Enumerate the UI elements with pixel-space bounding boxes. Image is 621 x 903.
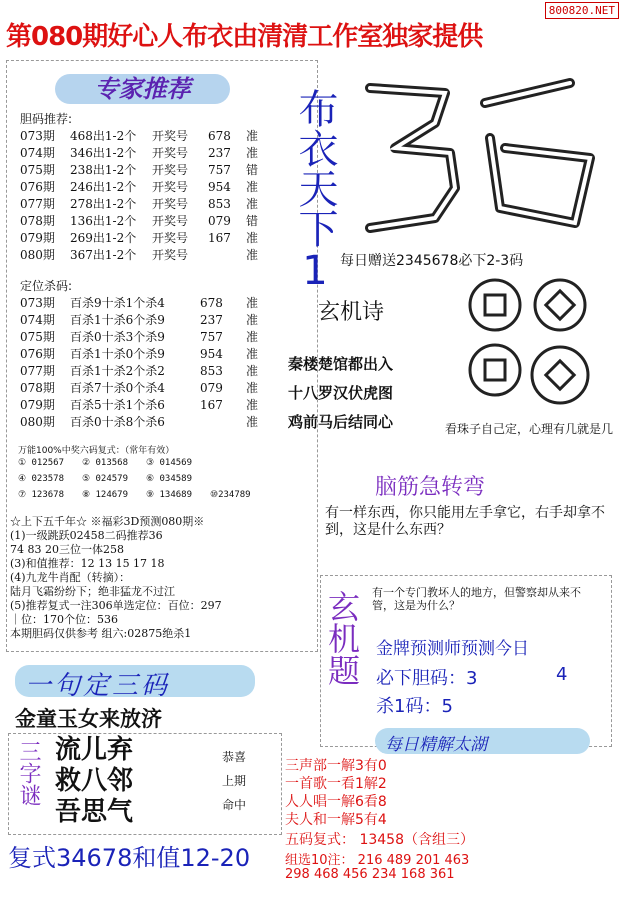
song-line: 三声部一解3有0	[285, 758, 387, 774]
result-cell: 错	[246, 214, 259, 228]
five-code: 五码复式： 13458（含组三）	[285, 832, 474, 848]
riddle-title: 脑筋急转弯	[375, 475, 486, 500]
forum-line: 本期胆码仅供参考 组六:02875绝杀1	[10, 627, 192, 640]
issue-cell: 080期	[20, 248, 55, 262]
site-badge[interactable]: 800820.NET	[545, 2, 619, 19]
page-title: 第080期好心人布衣由清清工作室独家提供	[6, 22, 483, 52]
forum-line: ☆上下五千年☆ ※福彩3D预测080期※	[10, 515, 205, 528]
six-code-item: ① 012567	[18, 458, 64, 468]
pick-cell: 百杀1十杀2个杀2	[70, 364, 165, 378]
issue-cell: 074期	[20, 146, 55, 160]
prize-label-cell: 开奖号	[152, 163, 189, 177]
number-cell: 954	[200, 346, 223, 361]
six-code-item: ② 013568	[82, 458, 128, 468]
number-cell: 757	[208, 162, 231, 177]
congrats-line: 上期	[222, 774, 247, 788]
prize-label-cell: 开奖号	[152, 214, 189, 228]
poem-line: 十八罗汉伏虎图	[288, 384, 394, 402]
result-cell: 准	[246, 197, 259, 211]
number-cell: 079	[200, 380, 223, 395]
number-cell: 079	[208, 213, 231, 228]
table-row	[20, 212, 266, 229]
issue-cell: 078期	[20, 381, 55, 395]
result-cell: 准	[246, 347, 259, 361]
gold-title: 金牌预测师预测今日	[376, 639, 529, 659]
result-cell: 准	[246, 381, 259, 395]
number-cell: 678	[200, 295, 223, 310]
six-code-item: ⑩234789	[210, 490, 251, 500]
forum-text	[10, 515, 222, 641]
number-cell: 237	[208, 145, 231, 160]
dan-table	[20, 127, 266, 263]
table-row	[20, 229, 266, 246]
coins-graphic	[455, 275, 605, 420]
poem-line: 鸡前马后结同心	[288, 413, 394, 431]
dan-label: 胆码推荐:	[20, 112, 73, 126]
vertical-title: 布衣天下1	[292, 88, 338, 294]
congrats	[222, 745, 246, 817]
table-row	[20, 144, 266, 161]
xuanji-text: 有一个专门教坏人的地方，但警察却从来不管，这是为什么？	[372, 586, 581, 612]
pick-cell: 百杀7十杀0个杀4	[70, 381, 165, 395]
forum-line: (4)九龙牛肖配（转摘）：	[10, 571, 131, 584]
table-row	[20, 127, 266, 144]
number-36-graphic	[340, 68, 610, 248]
number-cell: 237	[200, 312, 223, 327]
six-code-item: ③ 014569	[146, 458, 192, 468]
group-line-2: 298 468 456 234 168 361	[285, 867, 455, 882]
issue-cell: 080期	[20, 415, 55, 429]
forum-line: (1)一级跳跃02458二码推荐36	[10, 529, 163, 542]
issue-cell: 075期	[20, 330, 55, 344]
result-cell: 准	[246, 231, 259, 245]
result-cell: 准	[246, 146, 259, 160]
number-cell: 853	[208, 196, 231, 211]
pick-cell: 百杀5十杀1个杀6	[70, 398, 165, 412]
issue-cell: 077期	[20, 197, 55, 211]
must-dan: 必下胆码：3	[376, 668, 478, 689]
group-line-1: 组选10注： 216 489 201 463	[285, 853, 470, 868]
result-cell: 准	[246, 415, 259, 429]
issue-cell: 078期	[20, 214, 55, 228]
pick-cell: 百杀1十杀0个杀9	[70, 347, 165, 361]
table-row	[20, 396, 266, 413]
kill-code: 杀1码：5	[376, 696, 453, 717]
six-code-item: ⑥ 034589	[146, 474, 192, 484]
daily-lake: 每日精解太湖	[385, 735, 487, 755]
three-char-riddle	[55, 735, 133, 828]
issue-cell: 075期	[20, 163, 55, 177]
issue-cell: 079期	[20, 231, 55, 245]
result-cell: 准	[246, 180, 259, 194]
result-cell: 准	[246, 129, 259, 143]
must-dan-2: 4	[556, 664, 568, 685]
prize-label-cell: 开奖号	[152, 129, 189, 143]
forum-line: (5)推荐复式一注306单选定位：百位：297	[10, 599, 222, 612]
three-char-label: 三字谜	[16, 740, 41, 806]
pick-cell: 百杀0十杀3个杀9	[70, 330, 165, 344]
number-cell	[208, 246, 246, 263]
kill-label: 定位杀码:	[20, 279, 73, 293]
issue-cell: 077期	[20, 364, 55, 378]
pick-cell: 238出1-2个	[70, 163, 137, 177]
six-code-item: ④ 023578	[18, 474, 64, 484]
forum-line: ｜位：170个位：536	[10, 613, 118, 626]
result-cell: 准	[246, 313, 259, 327]
issue-cell: 073期	[20, 129, 55, 143]
poem-line: 秦楼楚馆都出入	[288, 355, 394, 373]
result-cell: 准	[246, 330, 259, 344]
pick-cell: 百杀0十杀8个杀6	[70, 415, 165, 429]
congrats-line: 恭喜	[222, 750, 247, 764]
kill-table	[20, 294, 266, 430]
table-row	[20, 178, 266, 195]
pick-cell: 百杀9十杀1个杀4	[70, 296, 165, 310]
fushi: 复式34678和值12-20	[8, 844, 251, 872]
result-cell: 准	[246, 296, 259, 310]
six-code-title: 万能100%中奖六码复式：（常年有效）	[18, 446, 175, 456]
six-code-item: ⑦ 123678	[18, 490, 64, 500]
number-cell: 167	[200, 397, 223, 412]
header-bar	[0, 0, 621, 52]
pick-cell: 百杀1十杀6个杀9	[70, 313, 165, 327]
one-sentence: 一句定三码	[25, 671, 171, 701]
table-row	[20, 161, 266, 178]
result-cell: 错	[246, 163, 259, 177]
forum-line: (3)和值推荐：12 13 15 17 18	[10, 557, 165, 570]
table-row	[20, 379, 266, 396]
congrats-line: 命中	[222, 798, 247, 812]
daily-gift: 每日赠送2345678必下2-3码	[340, 253, 524, 269]
table-row	[20, 362, 266, 379]
number-cell: 678	[208, 128, 231, 143]
forum-line: 陆月飞霜纷纷下；绝非猛龙不过江	[10, 585, 175, 598]
six-code-row	[18, 490, 274, 506]
poem-lines	[288, 350, 393, 437]
issue-cell: 073期	[20, 296, 55, 310]
pick-cell: 346出1-2个	[70, 146, 137, 160]
table-row	[20, 328, 266, 345]
riddle-line: 吾思气	[55, 797, 134, 827]
pearl-caption: 看珠子自己定，心理有几就是几	[445, 422, 614, 436]
prize-label-cell: 开奖号	[152, 146, 189, 160]
pick-cell: 246出1-2个	[70, 180, 137, 194]
poem-title: 玄机诗	[318, 300, 385, 325]
prize-label-cell: 开奖号	[152, 180, 189, 194]
six-code-item: ⑨ 134689	[146, 490, 192, 500]
forum-line: 74 83 20三位一体258	[10, 543, 124, 556]
riddle-text: 有一样东西，你只能用左手拿它，右手却拿不到，这是什么东西？	[325, 505, 605, 538]
result-cell: 准	[246, 398, 259, 412]
table-row	[20, 195, 266, 212]
table-row	[20, 294, 266, 311]
pick-cell: 367出1-2个	[70, 248, 137, 262]
number-cell	[200, 413, 246, 430]
issue-cell: 079期	[20, 398, 55, 412]
riddle-line: 流儿弃	[55, 735, 134, 765]
six-code-row	[18, 458, 274, 474]
pick-cell: 468出1-2个	[70, 129, 137, 143]
six-code-row	[18, 474, 274, 490]
number-cell: 853	[200, 363, 223, 378]
table-row	[20, 413, 266, 430]
song-line: 人人唱一解6看8	[285, 794, 387, 810]
table-row	[20, 246, 266, 263]
six-code-item: ⑧ 124679	[82, 490, 128, 500]
pick-cell: 278出1-2个	[70, 197, 137, 211]
pick-cell: 136出1-2个	[70, 214, 137, 228]
song-line: 夫人和一解5有4	[285, 812, 387, 828]
xuanji-title: 玄机题	[323, 590, 361, 686]
issue-cell: 076期	[20, 347, 55, 361]
golden-line: 金童玉女来放济	[15, 707, 162, 731]
number-cell: 954	[208, 179, 231, 194]
number-cell: 167	[208, 230, 231, 245]
table-row	[20, 311, 266, 328]
result-cell: 准	[246, 248, 259, 262]
pick-cell: 269出1-2个	[70, 231, 137, 245]
table-row	[20, 345, 266, 362]
six-code-item: ⑤ 024579	[82, 474, 128, 484]
prize-label-cell: 开奖号	[152, 248, 189, 262]
prize-label-cell: 开奖号	[152, 231, 189, 245]
six-code-list	[18, 458, 274, 506]
result-cell: 准	[246, 364, 259, 378]
number-cell: 757	[200, 329, 223, 344]
issue-cell: 076期	[20, 180, 55, 194]
riddle-line: 救八邻	[55, 766, 134, 796]
issue-cell: 074期	[20, 313, 55, 327]
song-line: 一首歌一看1解2	[285, 776, 387, 792]
song-lines	[285, 757, 387, 829]
prize-label-cell: 开奖号	[152, 197, 189, 211]
expert-title: 专家推荐	[55, 74, 230, 104]
